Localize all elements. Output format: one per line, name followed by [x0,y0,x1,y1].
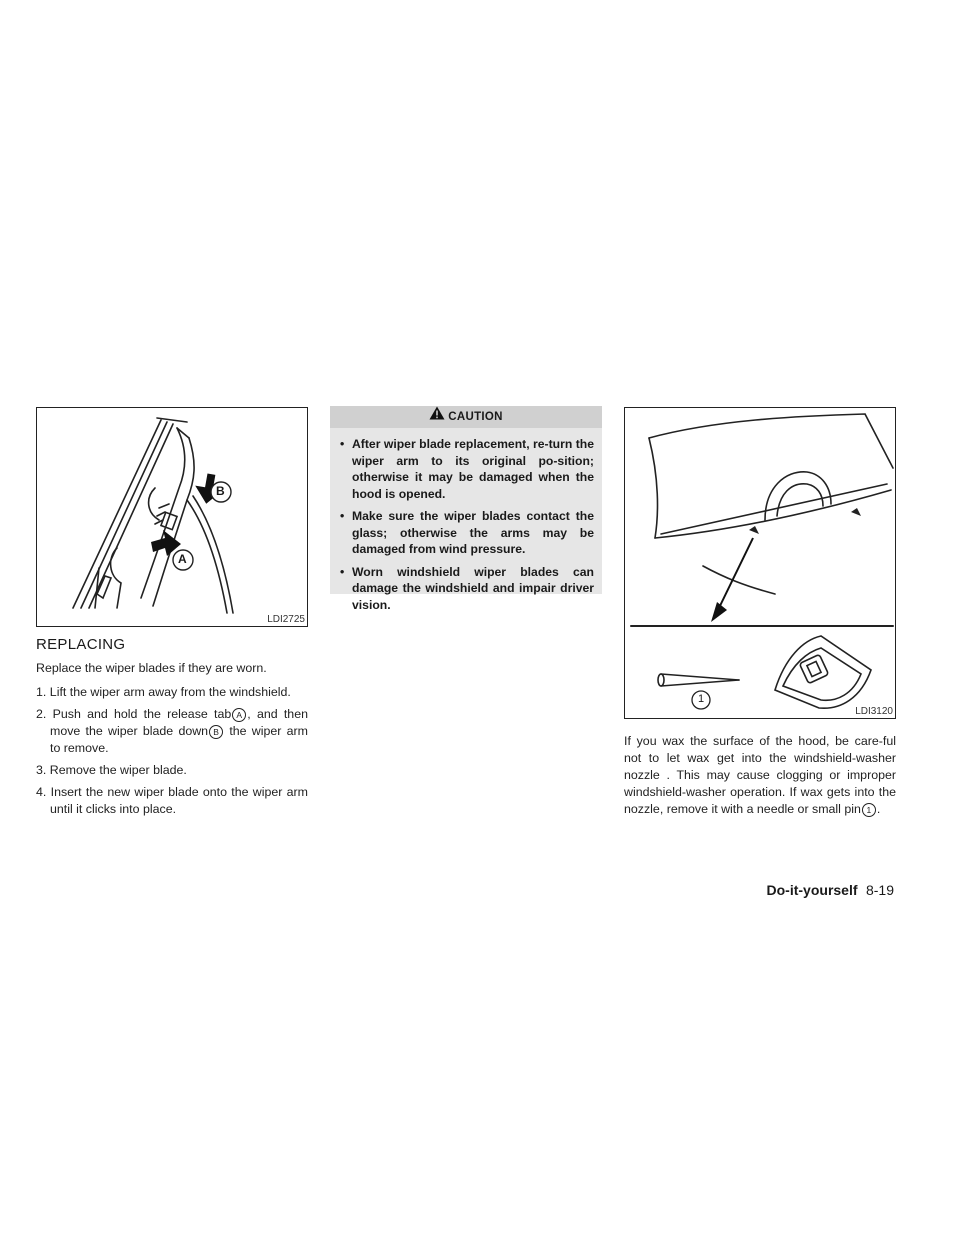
figure-code: LDI2725 [267,614,305,625]
page-footer [767,882,894,900]
caution-title: CAUTION [448,411,503,424]
pointer-arrow-icon [711,602,727,622]
caution-item: • After wiper blade replacement, re-turn the wiper arm to its original po-sition; otherwise it may be damaged when the hood is opened. [340,437,594,501]
footer-section-title: Do-it-yourself [766,882,858,898]
replacing-intro: Replace the wiper blades if they are worn. [36,661,267,675]
callout-a-label: A [178,552,187,566]
washer-nozzle-illustration [625,408,895,718]
section-heading: REPLACING [36,636,126,653]
step-1: 1. Lift the wiper arm away from the windshield. [36,685,291,699]
step-4: 4. Insert the new wiper blade onto the wiper arm until it clicks into place. [36,785,308,816]
wax-note: If you wax the surface of the hood, be care-ful not to let wax get into the windshield-washer nozzle . This may cause clogging or improper windshield-washer operation. If wax gets into the nozzle, remove it with a needle or small pin 1 . [624,734,896,816]
caution-list [330,428,602,625]
callout-1-label: 1 [698,693,705,705]
replacing-body [36,660,308,823]
caution-box [330,406,602,612]
figure-washer-nozzle [624,407,896,719]
callout-b-label: B [216,484,225,498]
callout-a-mark: A [232,708,246,722]
figure-wiper-arm [36,407,308,627]
step-2: 2. Push and hold the release tab A , and then move the wiper blade down B the wiper arm to remove. [36,707,308,755]
caution-item: • Worn windshield wiper blades can damage the windshield and impair driver vision. [340,564,594,612]
figure-code: LDI3120 [855,706,893,717]
caution-item: • Make sure the wiper blades contact the glass; otherwise the arms may be damaged from wind pressure. [340,509,594,556]
warning-triangle-icon [429,406,445,428]
caution-header [330,406,602,428]
wiper-arm-illustration [37,408,307,626]
step-3: 3. Remove the wiper blade. [36,763,187,777]
page-number: 8-19 [865,882,894,898]
callout-b-mark: B [209,725,223,739]
callout-1-mark: 1 [862,803,876,817]
